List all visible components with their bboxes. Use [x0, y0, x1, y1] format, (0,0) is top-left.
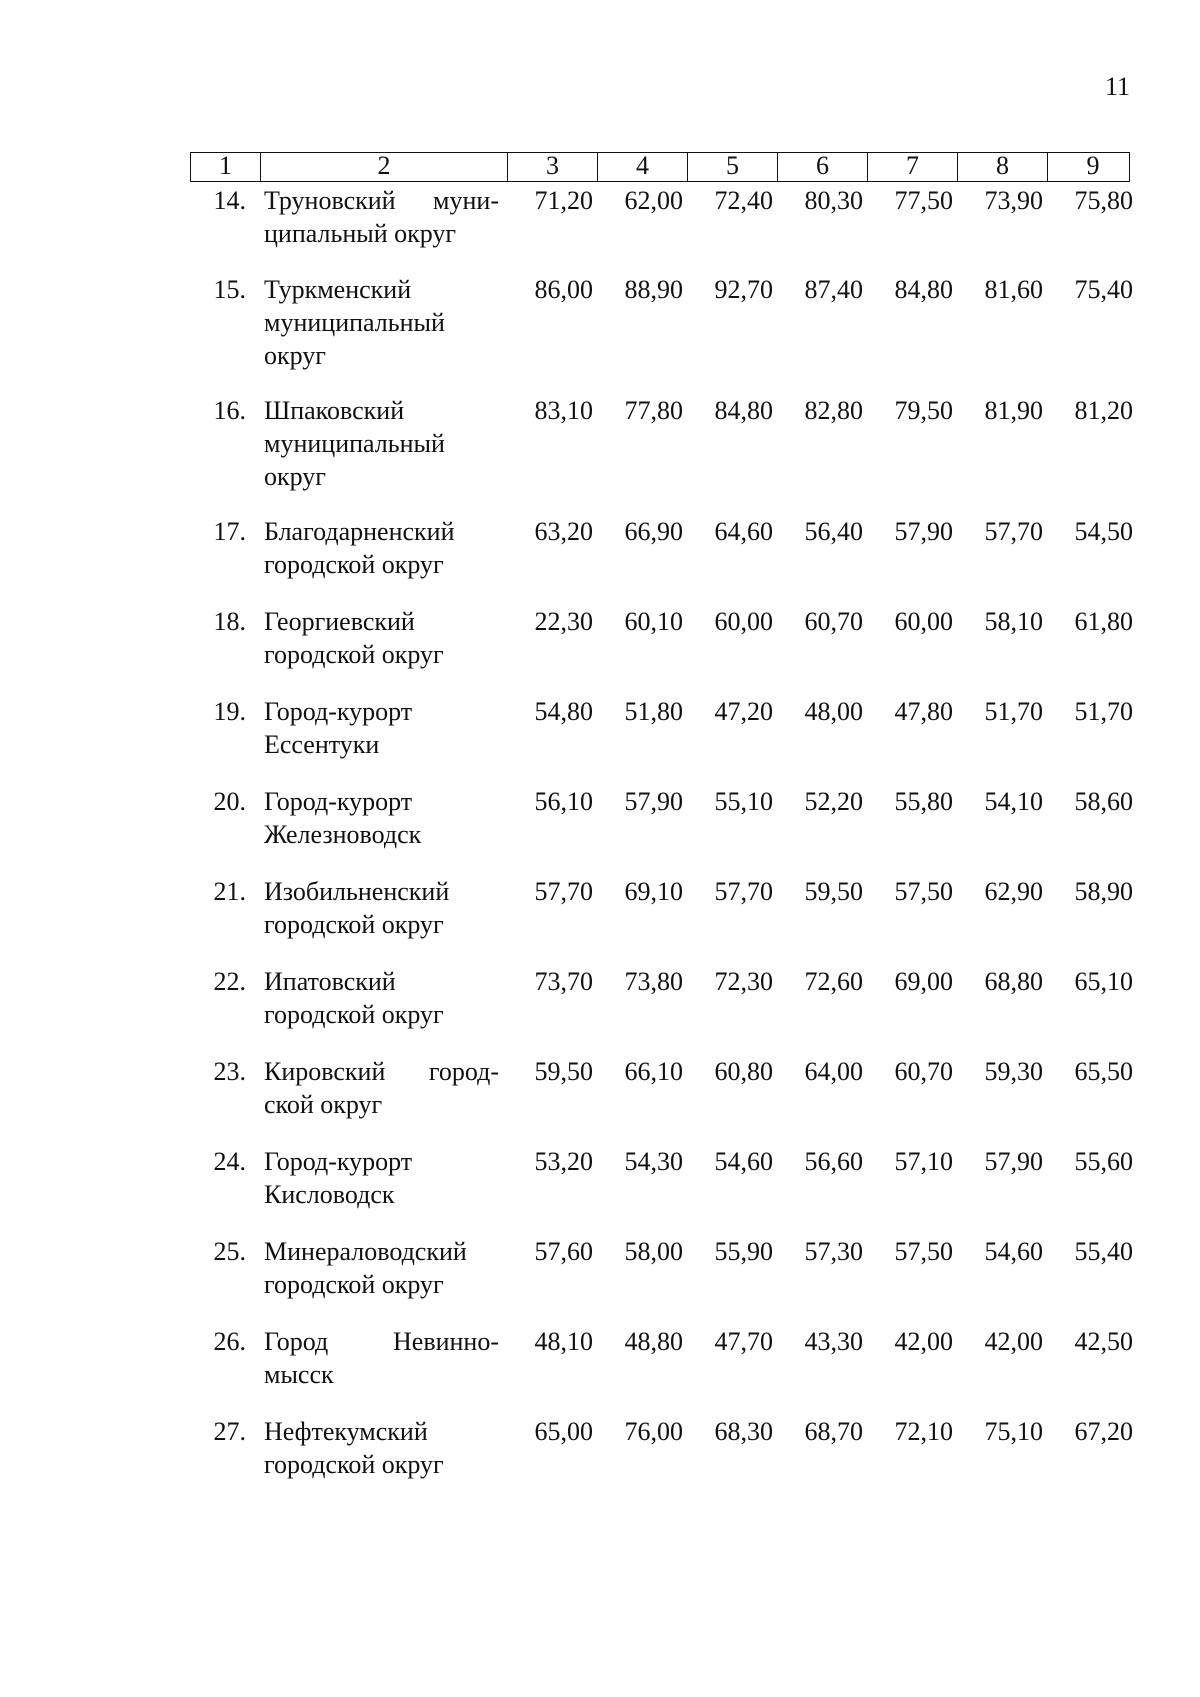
- municipality-name: Благодарненский городской округ: [264, 517, 455, 579]
- header-cell: 3: [508, 153, 598, 181]
- row-number: 14.: [213, 186, 246, 215]
- value-cell: 57,50: [894, 877, 953, 906]
- table-row: [190, 875, 1133, 965]
- value-cell: 59,30: [984, 1057, 1043, 1086]
- value-cell: 75,40: [1074, 275, 1133, 304]
- value-cell: 58,00: [624, 1237, 683, 1266]
- value-cell: 51,80: [624, 697, 683, 726]
- value-cell: 22,30: [534, 607, 593, 636]
- value-cell: 57,60: [534, 1237, 593, 1266]
- value-cell: 54,30: [624, 1147, 683, 1176]
- value-cell: 61,80: [1074, 607, 1133, 636]
- value-cell: 47,20: [714, 697, 773, 726]
- value-cell: 56,60: [804, 1147, 863, 1176]
- table-row: [190, 1145, 1133, 1235]
- value-cell: 54,80: [534, 697, 593, 726]
- value-cell: 47,70: [714, 1327, 773, 1356]
- table-row: [190, 1055, 1133, 1145]
- header-cell: 2: [261, 153, 508, 181]
- value-cell: 88,90: [624, 275, 683, 304]
- value-cell: 63,20: [534, 517, 593, 546]
- value-cell: 55,60: [1074, 1147, 1133, 1176]
- value-cell: 54,50: [1074, 517, 1133, 546]
- table-row: [190, 515, 1133, 605]
- value-cell: 72,40: [714, 186, 773, 215]
- municipality-name: Город Невинно-мысск: [264, 1327, 499, 1389]
- table-row: [190, 394, 1133, 515]
- row-number: 21.: [213, 877, 246, 906]
- value-cell: 57,70: [714, 877, 773, 906]
- value-cell: 60,70: [894, 1057, 953, 1086]
- value-cell: 57,30: [804, 1237, 863, 1266]
- value-cell: 68,80: [984, 967, 1043, 996]
- value-cell: 60,70: [804, 607, 863, 636]
- value-cell: 52,20: [804, 787, 863, 816]
- municipality-name: Труновский муни-ципальный округ: [264, 186, 499, 248]
- table-row: [190, 695, 1133, 785]
- header-cell: 9: [1086, 151, 1100, 180]
- value-cell: 60,80: [714, 1057, 773, 1086]
- table-row: [190, 1415, 1133, 1505]
- value-cell: 60,00: [894, 607, 953, 636]
- value-cell: 81,20: [1074, 396, 1133, 425]
- value-cell: 54,10: [984, 787, 1043, 816]
- value-cell: 47,80: [894, 697, 953, 726]
- row-number: 16.: [213, 396, 246, 425]
- value-cell: 56,10: [534, 787, 593, 816]
- value-cell: 57,90: [894, 517, 953, 546]
- municipality-name: Минераловодский городской округ: [264, 1237, 467, 1299]
- municipality-name: Георгиевский городской округ: [264, 607, 444, 669]
- value-cell: 83,10: [534, 396, 593, 425]
- value-cell: 57,90: [624, 787, 683, 816]
- value-cell: 75,80: [1074, 186, 1133, 215]
- value-cell: 56,40: [804, 517, 863, 546]
- value-cell: 67,20: [1074, 1417, 1133, 1446]
- value-cell: 64,60: [714, 517, 773, 546]
- value-cell: 53,20: [534, 1147, 593, 1176]
- value-cell: 48,10: [534, 1327, 593, 1356]
- value-cell: 66,90: [624, 517, 683, 546]
- header-cell: 5: [688, 153, 778, 181]
- row-number: 23.: [213, 1057, 246, 1086]
- value-cell: 65,50: [1074, 1057, 1133, 1086]
- row-number: 26.: [213, 1327, 246, 1356]
- value-cell: 42,50: [1074, 1327, 1133, 1356]
- value-cell: 65,10: [1074, 967, 1133, 996]
- row-number: 20.: [213, 787, 246, 816]
- value-cell: 57,70: [984, 517, 1043, 546]
- header-cell: 6: [778, 153, 868, 181]
- value-cell: 58,60: [1074, 787, 1133, 816]
- value-cell: 84,80: [714, 396, 773, 425]
- value-cell: 48,00: [804, 697, 863, 726]
- value-cell: 72,60: [804, 967, 863, 996]
- value-cell: 75,10: [984, 1417, 1043, 1446]
- value-cell: 77,50: [894, 186, 953, 215]
- municipality-name: Кировский город-ской округ: [264, 1057, 499, 1119]
- value-cell: 59,50: [534, 1057, 593, 1086]
- header-cell: 8: [958, 153, 1048, 181]
- value-cell: 71,20: [534, 186, 593, 215]
- value-cell: 55,80: [894, 787, 953, 816]
- value-cell: 58,90: [1074, 877, 1133, 906]
- value-cell: 87,40: [804, 275, 863, 304]
- municipality-name: Город-курорт Кисловодск: [264, 1147, 413, 1209]
- municipality-name: Ипатовский городской округ: [264, 967, 444, 1029]
- row-number: 19.: [213, 697, 246, 726]
- table-row: [190, 1235, 1133, 1325]
- value-cell: 54,60: [714, 1147, 773, 1176]
- table-row: [190, 965, 1133, 1055]
- value-cell: 42,00: [894, 1327, 953, 1356]
- row-number: 22.: [213, 967, 246, 996]
- municipality-name: Город-курорт Ессентуки: [264, 697, 413, 759]
- table-row: [190, 1325, 1133, 1415]
- header-cell: 1: [191, 153, 261, 181]
- value-cell: 77,80: [624, 396, 683, 425]
- value-cell: 57,70: [534, 877, 593, 906]
- value-cell: 66,10: [624, 1057, 683, 1086]
- municipality-name: Изобильненский городской округ: [264, 877, 450, 939]
- value-cell: 58,10: [984, 607, 1043, 636]
- value-cell: 55,90: [714, 1237, 773, 1266]
- value-cell: 65,00: [534, 1417, 593, 1446]
- value-cell: 57,10: [894, 1147, 953, 1176]
- row-number: 24.: [213, 1147, 246, 1176]
- value-cell: 68,70: [804, 1417, 863, 1446]
- value-cell: 82,80: [804, 396, 863, 425]
- value-cell: 62,90: [984, 877, 1043, 906]
- table-row: [190, 184, 1133, 273]
- table-row: [190, 273, 1133, 394]
- value-cell: 69,00: [894, 967, 953, 996]
- value-cell: 86,00: [534, 275, 593, 304]
- value-cell: 43,30: [804, 1327, 863, 1356]
- value-cell: 92,70: [714, 275, 773, 304]
- value-cell: 48,80: [624, 1327, 683, 1356]
- header-cell: 7: [868, 153, 958, 181]
- value-cell: 68,30: [714, 1417, 773, 1446]
- table-row: [190, 785, 1133, 875]
- value-cell: 79,50: [894, 396, 953, 425]
- value-cell: 73,90: [984, 186, 1043, 215]
- value-cell: 55,10: [714, 787, 773, 816]
- municipality-name: Нефтекумский городской округ: [264, 1417, 444, 1479]
- row-number: 27.: [213, 1417, 246, 1446]
- row-number: 25.: [213, 1237, 246, 1266]
- value-cell: 62,00: [624, 186, 683, 215]
- row-number: 15.: [213, 275, 246, 304]
- value-cell: 59,50: [804, 877, 863, 906]
- value-cell: 57,50: [894, 1237, 953, 1266]
- value-cell: 54,60: [984, 1237, 1043, 1266]
- value-cell: 51,70: [1074, 697, 1133, 726]
- value-cell: 81,90: [984, 396, 1043, 425]
- value-cell: 60,10: [624, 607, 683, 636]
- value-cell: 57,90: [984, 1147, 1043, 1176]
- municipality-name: Город-курорт Железноводск: [264, 787, 422, 849]
- header-cell: 4: [598, 153, 688, 181]
- value-cell: 73,80: [624, 967, 683, 996]
- value-cell: 80,30: [804, 186, 863, 215]
- value-cell: 42,00: [984, 1327, 1043, 1356]
- table-body: [190, 184, 1133, 1505]
- table-row: [190, 605, 1133, 695]
- value-cell: 69,10: [624, 877, 683, 906]
- row-number: 18.: [213, 607, 246, 636]
- value-cell: 72,30: [714, 967, 773, 996]
- value-cell: 81,60: [984, 275, 1043, 304]
- value-cell: 72,10: [894, 1417, 953, 1446]
- value-cell: 73,70: [534, 967, 593, 996]
- page-number: 11: [1104, 72, 1130, 101]
- value-cell: 64,00: [804, 1057, 863, 1086]
- value-cell: 60,00: [714, 607, 773, 636]
- value-cell: 84,80: [894, 275, 953, 304]
- value-cell: 55,40: [1074, 1237, 1133, 1266]
- table-header: [190, 152, 1130, 182]
- value-cell: 51,70: [984, 697, 1043, 726]
- municipality-name: Шпаковский муниципальный округ: [264, 396, 445, 491]
- row-number: 17.: [213, 517, 246, 546]
- municipality-name: Туркменский муниципальный округ: [264, 275, 445, 370]
- value-cell: 76,00: [624, 1417, 683, 1446]
